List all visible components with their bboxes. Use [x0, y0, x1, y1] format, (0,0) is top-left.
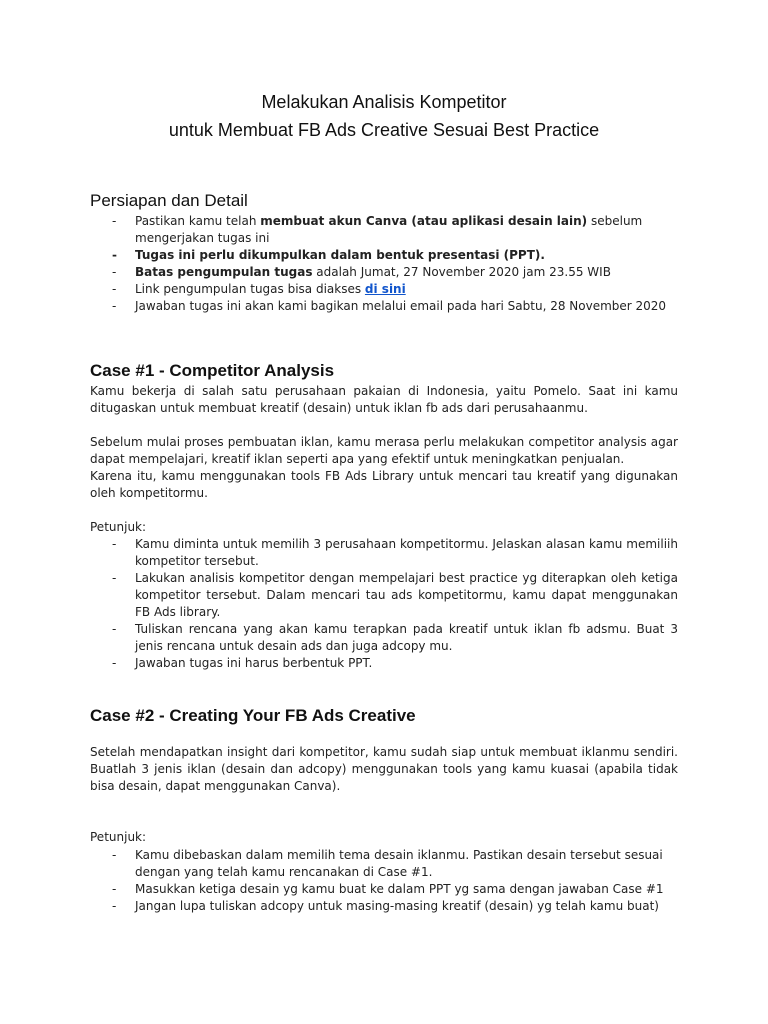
- dash-bullet: -: [112, 571, 117, 585]
- dash-bullet: -: [112, 265, 117, 279]
- list-item: - Jangan lupa tuliskan adcopy untuk masing-masing kreatif (desain) yg telah kamu buat): [112, 899, 659, 913]
- case2-petunjuk-label: Petunjuk:: [90, 830, 147, 844]
- dash-bullet: -: [112, 848, 117, 862]
- dash-bullet: -: [112, 622, 117, 636]
- list-item: - Jawaban tugas ini harus berbentuk PPT.: [112, 656, 373, 670]
- dash-bullet: -: [112, 248, 117, 262]
- section-heading-persiapan: Persiapan dan Detail: [90, 191, 248, 210]
- dash-bullet: -: [112, 899, 117, 913]
- persiapan-list: [90, 213, 678, 315]
- case1-instructions-list: [90, 536, 678, 672]
- list-item: - Pastikan kamu telah membuat akun Canva (atau aplikasi desain lain) sebelum mengerjakan tugas ini: [112, 214, 643, 245]
- list-item: - Kamu diminta untuk memilih 3 perusahaan kompetitormu. Jelaskan alasan kamu memiliih kompetitor tersebut.: [112, 537, 678, 568]
- list-item: - Lakukan analisis kompetitor dengan mempelajari best practice yg diterapkan oleh ketiga kompetitor tersebut. Dalam mencari tau ads kompetitormu, kamu dapat menggunakan FB Ads library.: [112, 571, 678, 619]
- case1-petunjuk-label: Petunjuk:: [90, 520, 147, 534]
- case2-instructions-list: [90, 847, 678, 915]
- list-item: - Batas pengumpulan tugas adalah Jumat, 27 November 2020 jam 23.55 WIB: [112, 265, 611, 279]
- list-item: - Jawaban tugas ini akan kami bagikan melalui email pada hari Sabtu, 28 November 2020: [112, 299, 667, 313]
- list-item: - Tuliskan rencana yang akan kamu terapkan pada kreatif untuk iklan fb adsmu. Buat 3 jenis rencana untuk desain ads dan juga adcopy mu.: [112, 622, 678, 653]
- list-item: - Kamu dibebaskan dalam memilih tema desain iklanmu. Pastikan desain tersebut sesuai dengan yang telah kamu rencanakan di Case #1.: [112, 848, 663, 879]
- document-title-line2: untuk Membuat FB Ads Creative Sesuai Best Practice: [168, 120, 600, 140]
- submission-link[interactable]: di sini: [364, 282, 406, 296]
- dash-bullet: -: [112, 214, 117, 228]
- list-item: - Masukkan ketiga desain yg kamu buat ke dalam PPT yg sama dengan jawaban Case #1: [112, 882, 664, 896]
- document-title-line1: Melakukan Analisis Kompetitor: [261, 92, 507, 112]
- case1-paragraph-1: Kamu bekerja di salah satu perusahaan pakaian di Indonesia, yaitu Pomelo. Saat ini kamu ditugaskan untuk membuat kreatif (desain) untuk iklan fb ads dari perusahaanmu.: [90, 384, 678, 415]
- list-item: - Tugas ini perlu dikumpulkan dalam bentuk presentasi (PPT).: [112, 248, 545, 262]
- dash-bullet: -: [112, 282, 117, 296]
- case2-paragraph-1: Setelah mendapatkan insight dari kompetitor, kamu sudah siap untuk membuat iklanmu sendiri. Buatlah 3 jenis iklan (desain dan adcopy) menggunakan tools yang kamu kuasai (apabila tidak bisa desain, dapat menggunakan Canva).: [90, 745, 678, 793]
- section-heading-case2: Case #2 - Creating Your FB Ads Creative: [90, 706, 416, 725]
- section-heading-case1: Case #1 - Competitor Analysis: [90, 361, 335, 380]
- dash-bullet: -: [112, 656, 117, 670]
- case1-paragraph-2: Sebelum mulai proses pembuatan iklan, kamu merasa perlu melakukan competitor analysis agar dapat mempelajari, kreatif iklan seperti apa yang efektif untuk meningkatkan penjualan.: [90, 435, 678, 466]
- dash-bullet: -: [112, 537, 117, 551]
- dash-bullet: -: [112, 882, 117, 896]
- dash-bullet: -: [112, 299, 117, 313]
- case1-paragraph-3: Karena itu, kamu menggunakan tools FB Ads Library untuk mencari tau kreatif yang digunakan oleh kompetitormu.: [90, 469, 678, 500]
- list-item: - Link pengumpulan tugas bisa diakses di sini: [112, 282, 406, 296]
